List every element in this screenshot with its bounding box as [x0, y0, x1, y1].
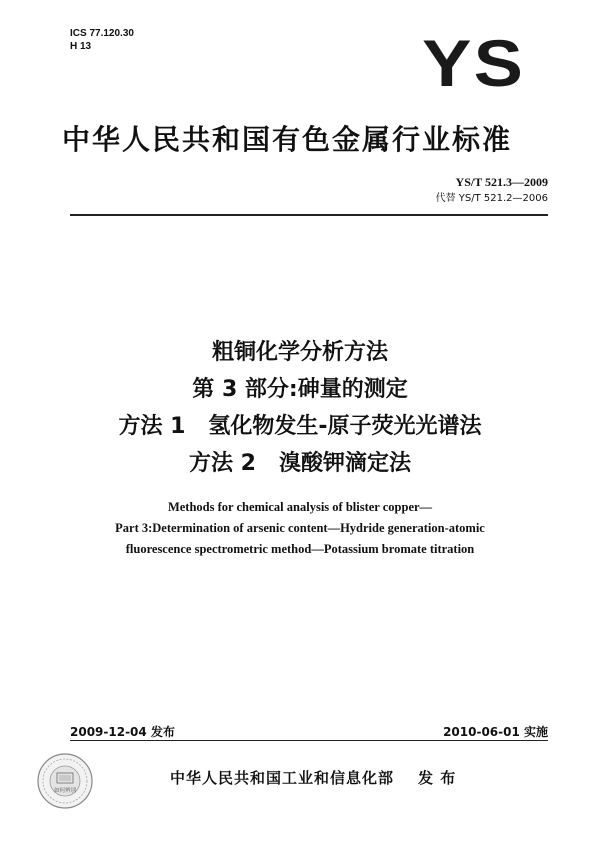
ics-code-block [70, 27, 134, 53]
implementation-date: 2010-06-01 实施 [443, 725, 548, 739]
issue-date: 2009-12-04 发布 [70, 725, 175, 739]
english-title [60, 497, 540, 560]
ics-code: ICS 77.120.30 [70, 28, 134, 39]
english-title-line: fluorescence spectrometric method—Potassium bromate titration [125, 542, 475, 556]
bottom-divider [70, 740, 548, 741]
english-title-line: Part 3:Determination of arsenic content—Hydride generation-atomic [115, 521, 485, 535]
title-line: 第 3 部分:砷量的测定 [192, 377, 408, 402]
top-divider [70, 214, 548, 216]
publisher-label: 发 布 [418, 769, 457, 787]
organization-title: 中华人民共和国有色金属行业标准 [62, 123, 513, 156]
publisher-name: 中华人民共和国工业和信息化部 [170, 769, 395, 787]
standard-number: YS/T 521.3—2009 [455, 175, 548, 189]
classification-code: H 13 [70, 41, 92, 52]
title-line: 方法 1 氢化物发生-原子荧光光谱法 [118, 414, 482, 439]
replaced-standard: 代替 YS/T 521.2—2006 [435, 193, 548, 204]
chinese-title [50, 334, 550, 482]
english-title-line: Methods for chemical analysis of blister copper— [167, 500, 433, 514]
title-line: 方法 2 溴酸钾滴定法 [189, 451, 411, 476]
ys-logo: YS [422, 26, 526, 100]
publisher [170, 767, 456, 788]
seal-text: 如何辨别 [53, 788, 77, 794]
title-line: 粗铜化学分析方法 [211, 340, 388, 365]
anti-counterfeit-seal-icon [36, 752, 94, 810]
